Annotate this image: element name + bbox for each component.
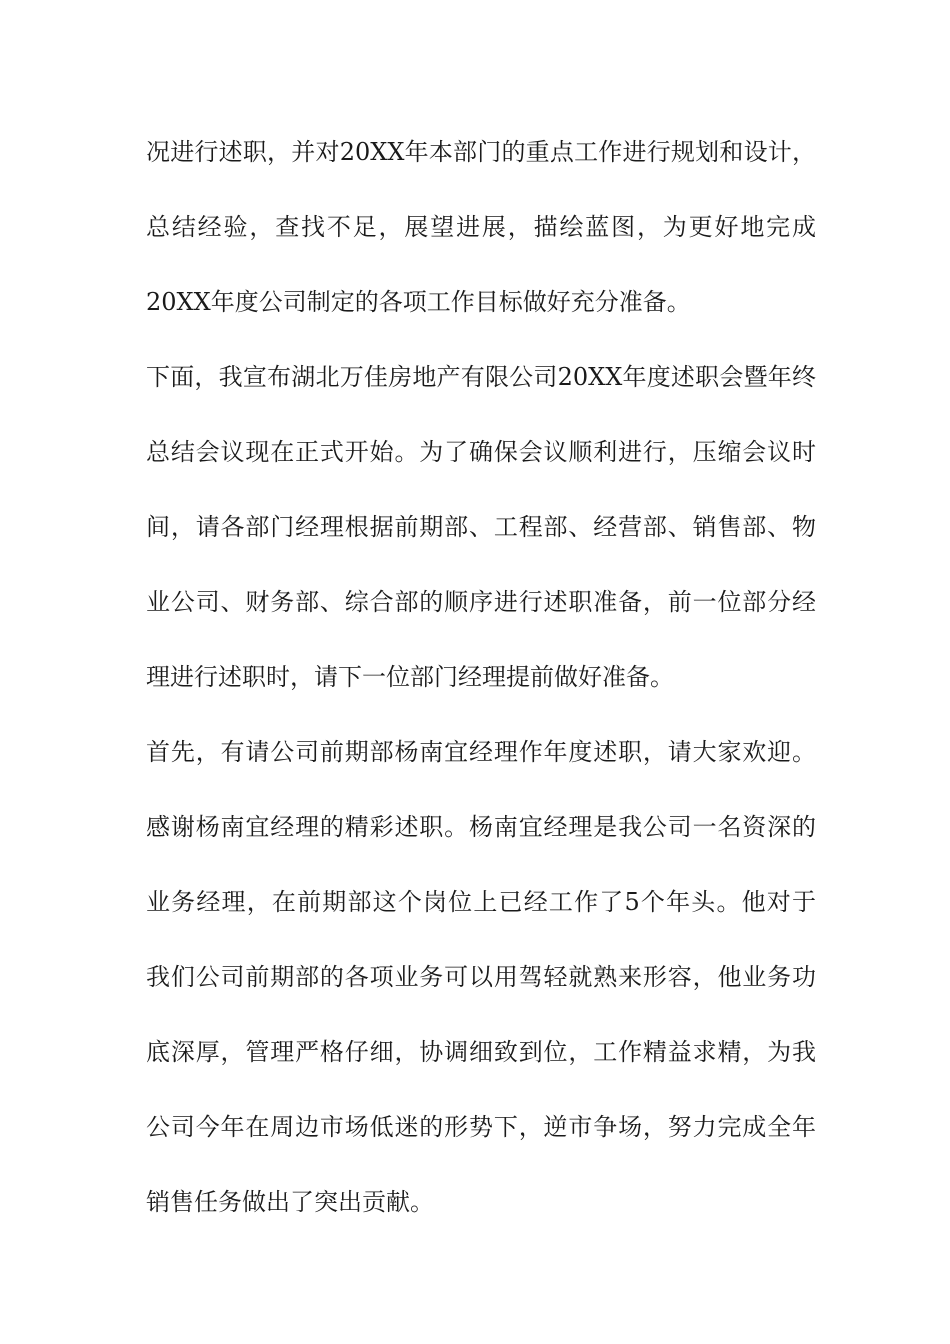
text-line: 下面，我宣布湖北万佳房地产有限公司20XX年度述职会暨年终 (146, 363, 816, 391)
text-line: 总结会议现在正式开始。为了确保会议顺利进行，压缩会议时 (146, 438, 816, 466)
text-line: 总结经验，查找不足，展望进展，描绘蓝图，为更好地完成 (146, 213, 816, 241)
text-line: 况进行述职，并对20XX年本部门的重点工作进行规划和设计， (146, 138, 816, 166)
text-line: 理进行述职时，请下一位部门经理提前做好准备。 (146, 663, 674, 691)
text-line: 20XX年度公司制定的各项工作目标做好充分准备。 (146, 288, 691, 316)
text-line: 业公司、财务部、综合部的顺序进行述职准备，前一位部分经 (146, 588, 816, 616)
text-line: 业务经理，在前期部这个岗位上已经工作了5个年头。他对于 (146, 888, 816, 916)
text-line: 底深厚，管理严格仔细，协调细致到位，工作精益求精，为我 (146, 1038, 816, 1066)
text-line: 公司今年在周边市场低迷的形势下，逆市争场，努力完成全年 (146, 1113, 816, 1141)
text-line: 感谢杨南宜经理的精彩述职。杨南宜经理是我公司一名资深的 (146, 813, 816, 841)
text-line: 我们公司前期部的各项业务可以用驾轻就熟来形容，他业务功 (146, 963, 816, 991)
text-line: 销售任务做出了突出贡献。 (146, 1188, 434, 1216)
text-line: 间，请各部门经理根据前期部、工程部、经营部、销售部、物 (146, 513, 816, 541)
text-line: 首先，有请公司前期部杨南宜经理作年度述职，请大家欢迎。 (146, 738, 816, 766)
